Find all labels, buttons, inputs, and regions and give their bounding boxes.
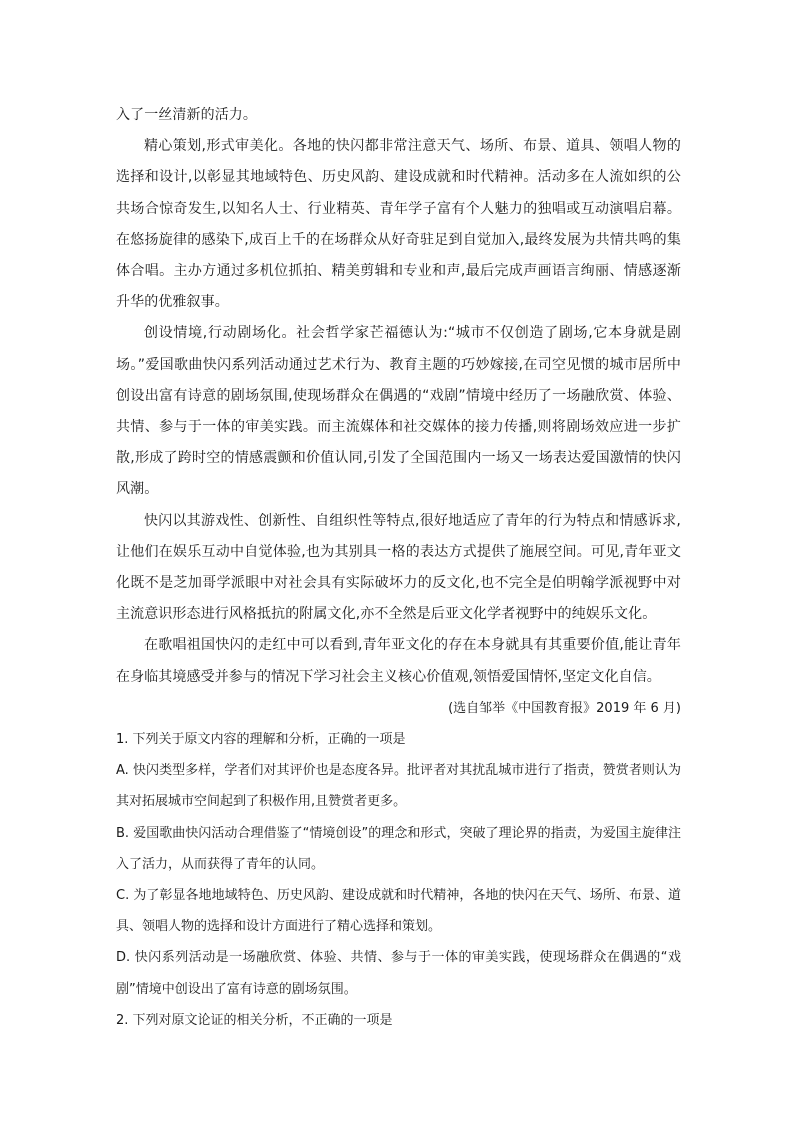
question-1-option-c: C. 为了彰显各地地域特色、历史风韵、建设成就和时代精神，各地的快闪在天气、场所、布景、道具、领唱人物的选择和设计方面进行了精心选择和策划。 — [116, 888, 681, 935]
question-2 — [116, 1005, 681, 1036]
question-1-stem: 1. 下列关于原文内容的理解和分析，正确的一项是 — [116, 732, 406, 748]
article-paragraph-1: 入了一丝清新的活力。 — [116, 107, 257, 123]
article-paragraph-5: 在歌唱祖国快闪的走红中可以看到,青年亚文化的存在本身就具有其重要价值,能让青年在身临其境感受并参与的情况下学习社会主义核心价值观,领悟爱国情怀,坚定文化自信。 — [116, 637, 681, 685]
article-body — [116, 100, 681, 724]
question-1-option-a: A. 快闪类型多样，学者们对其评价也是态度各异。批评者对其扰乱城市进行了指责，赞赏者则认为其对拓展城市空间起到了积极作用,且赞赏者更多。 — [116, 763, 681, 810]
article-source-citation: (选自邹举《中国教育报》2019 年 6 月) — [448, 700, 681, 716]
article-paragraph-4: 快闪以其游戏性、创新性、自组织性等特点,很好地适应了青年的行为特点和情感诉求,让他们在娱乐互动中自觉体验,也为其别具一格的表达方式提供了施展空间。可见,青年亚文化既不是芝加哥学派眼中对社会具有实际破坏力的反文化,也不完全是伯明翰学派视野中对主流意识形态进行风格抵抗的附属文化,亦不全然是后亚文化学者视野中的纯娱乐文化。 — [116, 512, 681, 623]
article-paragraph-3: 创设情境,行动剧场化。社会哲学家芒福德认为:“城市不仅创造了剧场,它本身就是剧场。”爱国歌曲快闪系列活动通过艺术行为、教育主题的巧妙嫁接,在司空见惯的城市居所中创设出富有诗意的剧场氛围,使现场群众在偶遇的“戏剧”情境中经历了一场融欣赏、体验、共情、参与于一体的审美实践。而主流媒体和社交媒体的接力传播,则将剧场效应进一步扩散,形成了跨时空的情感震颤和价值认同,引发了全国范围内一场又一场表达爱国激情的快闪风潮。 — [116, 325, 681, 498]
document-page — [116, 100, 681, 1036]
question-2-stem: 2. 下列对原文论证的相关分析，不正确的一项是 — [116, 1012, 393, 1028]
question-1-option-b: B. 爱国歌曲快闪活动合理借鉴了“情境创设”的理念和形式，突破了理论界的指责，为爱国主旋律注入了活力，从而获得了青年的认同。 — [116, 825, 681, 872]
question-1-option-d: D. 快闪系列活动是一场融欣赏、体验、共情、参与于一体的审美实践，使现场群众在偶遇的“戏剧”情境中创设出了富有诗意的剧场氛围。 — [116, 950, 681, 997]
article-paragraph-2: 精心策划,形式审美化。各地的快闪都非常注意天气、场所、布景、道具、领唱人物的选择和设计,以彰显其地域特色、历史风韵、建设成就和时代精神。活动多在人流如织的公共场合惊奇发生,以知名人士、行业精英、青年学子富有个人魅力的独唱或互动演唱启幕。在悠扬旋律的感染下,成百上千的在场群众从好奇驻足到自觉加入,最终发展为共情共鸣的集体合唱。主办方通过多机位抓拍、精美剪辑和专业和声,最后完成声画语言绚丽、情感逐渐升华的优雅叙事。 — [116, 138, 681, 311]
question-1 — [116, 724, 681, 1005]
